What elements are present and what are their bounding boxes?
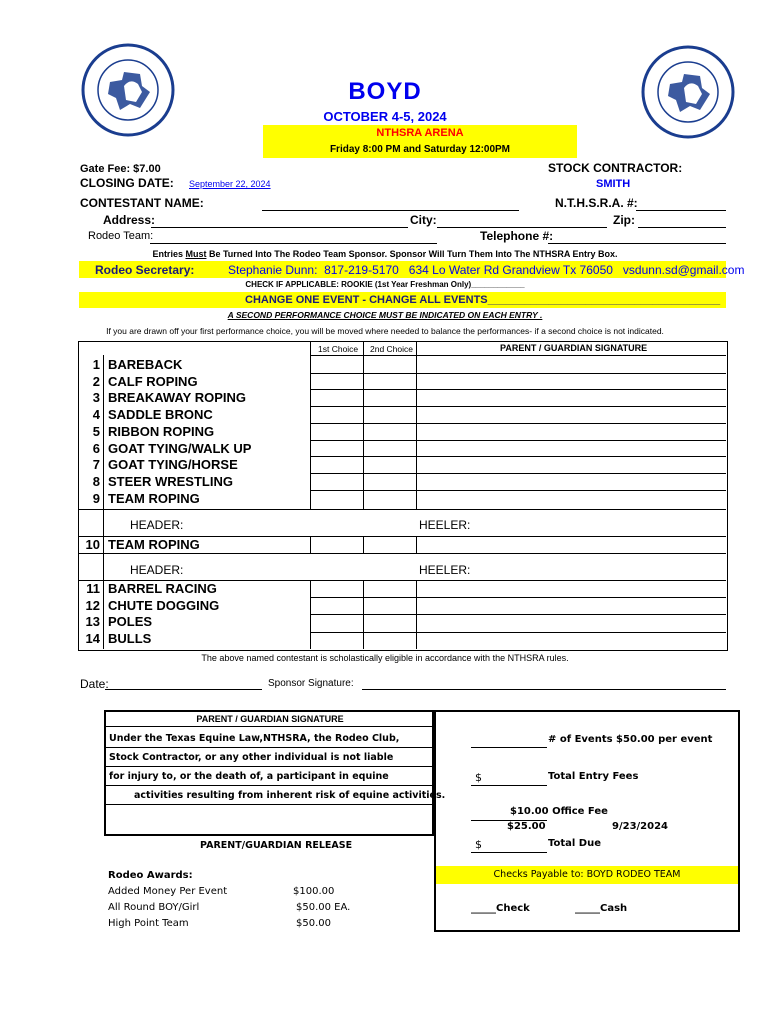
events-count-field[interactable] — [471, 747, 547, 748]
rodeo-dates: OCTOBER 4-5, 2024 — [323, 109, 447, 124]
event-number: 11 — [86, 581, 100, 596]
parent-signature-header: PARENT / GUARDIAN SIGNATURE — [500, 343, 648, 353]
heeler-label: HEELER: — [419, 518, 471, 532]
award-value: $100.00 — [293, 886, 335, 897]
address-field[interactable] — [151, 227, 408, 228]
nthsra-number-label: N.T.H.S.R.A. #: — [555, 196, 638, 210]
event-number: 13 — [85, 614, 100, 630]
second-choice-header: 2nd Choice — [370, 344, 414, 354]
contestant-name-field[interactable] — [262, 210, 519, 211]
event-name: BULLS — [108, 631, 152, 647]
second-choice-note: A SECOND PERFORMANCE CHOICE MUST BE INDICATED ON EACH ENTRY . — [227, 310, 543, 320]
event-number: 7 — [92, 457, 100, 473]
event-number: 4 — [92, 407, 100, 423]
total-entry-fee-label: Total Entry Fees — [548, 771, 639, 782]
zip-field[interactable] — [638, 227, 726, 228]
event-name: CALF ROPING — [108, 373, 198, 389]
date-label: Date: — [80, 677, 109, 691]
event-number: 8 — [92, 473, 100, 489]
telephone-field[interactable] — [548, 243, 726, 244]
change-event-note: CHANGE ONE EVENT - CHANGE ALL EVENTS______________________________________ — [245, 294, 721, 306]
city-label: City: — [410, 213, 437, 227]
release-signature-header: PARENT / GUARDIAN SIGNATURE — [196, 714, 344, 724]
header-label: HEADER: — [130, 518, 184, 532]
events-fee-label: # of Events $50.00 per event — [548, 734, 713, 745]
telephone-label: Telephone #: — [480, 229, 554, 243]
city-field[interactable] — [437, 227, 607, 228]
checks-payable: Checks Payable to: BOYD RODEO TEAM — [493, 869, 681, 880]
release-line-1: Under the Texas Equine Law,NTHSRA, the Rodeo Club, — [109, 733, 400, 744]
event-name: POLES — [108, 614, 153, 630]
entries-note: Entries Must Be Turned Into The Rodeo Team Sponsor. Sponsor Will Turn Them Into The NTHSRA Entry Box. — [152, 249, 618, 259]
release-footer: PARENT/GUARDIAN RELEASE — [200, 840, 353, 851]
event-name: GOAT TYING/HORSE — [108, 457, 238, 473]
zip-label: Zip: — [613, 213, 635, 227]
event-name: SADDLE BRONC — [108, 407, 213, 423]
total-entry-fee-field[interactable] — [471, 785, 547, 786]
first-choice-header: 1st Choice — [318, 344, 359, 354]
address-label: Address: — [103, 213, 156, 227]
event-number: 9 — [92, 490, 100, 506]
award-value: $50.00 — [296, 918, 331, 929]
event-name: GOAT TYING/WALK UP — [108, 440, 252, 456]
release-line-3: for injury to, or the death of, a participant in equine — [109, 771, 389, 782]
entry-fee-dollar: $ — [475, 771, 482, 784]
entries-note-must: Must — [185, 249, 207, 259]
event-number: 6 — [92, 440, 100, 456]
release-line-4: activities resulting from inherent risk of equine activities. — [134, 790, 446, 801]
total-due-field[interactable] — [471, 852, 547, 853]
event-name: RIBBON ROPING — [108, 423, 215, 439]
rodeo-times: Friday 8:00 PM and Saturday 12:00PM — [329, 144, 511, 155]
event-name: BAREBACK — [108, 357, 183, 372]
arena-name: NTHSRA ARENA — [376, 127, 464, 139]
event-number: 3 — [92, 390, 100, 406]
event-number: 10 — [85, 537, 100, 552]
event-name: BARREL RACING — [108, 581, 217, 596]
rodeo-team-label: Rodeo Team: — [88, 230, 154, 242]
header-label-2: HEADER: — [130, 563, 184, 577]
heeler-label-2: HEELER: — [419, 563, 471, 577]
sponsor-signature-label: Sponsor Signature: — [268, 678, 354, 689]
rookie-checkbox[interactable]: CHECK IF APPLICABLE: ROOKIE (1st Year Freshman Only)____________ — [245, 280, 525, 289]
award-label: Added Money Per Event — [108, 886, 228, 897]
office-fee: $10.00 Office Fee — [510, 806, 608, 817]
contestant-name-label: CONTESTANT NAME: — [80, 196, 204, 210]
release-line-2: Stock Contractor, or any other individual is not liable — [109, 752, 394, 763]
total-due-dollar: $ — [475, 838, 482, 851]
event-name: STEER WRESTLING — [108, 473, 233, 489]
event-number: 14 — [85, 631, 100, 647]
secretary-details: Stephanie Dunn: 817-219-5170 634 Lo Water Rd Grandview Tx 76050 vsdunn.sd@gmail.com — [228, 263, 745, 277]
event-number: 1 — [92, 357, 100, 372]
event-number: 2 — [92, 373, 100, 389]
award-label: High Point Team — [108, 918, 189, 929]
rodeo-team-field[interactable] — [150, 243, 437, 244]
closing-date-label: CLOSING DATE: — [80, 176, 174, 190]
secretary-label: Rodeo Secretary: — [95, 263, 195, 277]
event-name: TEAM ROPING — [108, 537, 200, 552]
gate-fee: Gate Fee: $7.00 — [80, 163, 161, 175]
date-field[interactable] — [105, 689, 262, 690]
drawn-off-note: If you are drawn off your first performance choice, you will be moved where needed to balance the performances- if a second choice is not indicated. — [106, 326, 664, 336]
eligibility-note: The above named contestant is scholastically eligible in accordance with the NTHSRA rules. — [201, 653, 569, 663]
event-number: 12 — [85, 597, 100, 613]
stock-contractor-label: STOCK CONTRACTOR: — [548, 161, 683, 175]
cash-option[interactable]: _____Cash — [575, 903, 628, 914]
fee-amount: $25.00 — [507, 821, 546, 832]
check-option[interactable]: _____Check — [471, 903, 530, 914]
sponsor-signature-field[interactable] — [362, 689, 726, 690]
event-number: 5 — [92, 423, 100, 439]
rodeo-title: BOYD — [348, 78, 422, 105]
event-name: TEAM ROPING — [108, 490, 200, 506]
stock-contractor-value: SMITH — [596, 178, 631, 190]
nthsra-number-field[interactable] — [636, 210, 726, 211]
event-name: CHUTE DOGGING — [108, 597, 220, 613]
total-due-label: Total Due — [548, 838, 602, 849]
awards-title: Rodeo Awards: — [108, 870, 193, 881]
award-label: All Round BOY/Girl — [108, 902, 200, 913]
event-name: BREAKAWAY ROPING — [108, 390, 246, 406]
award-value: $50.00 EA. — [296, 902, 351, 913]
closing-date-value: September 22, 2024 — [189, 179, 271, 189]
fee-date: 9/23/2024 — [612, 821, 669, 832]
